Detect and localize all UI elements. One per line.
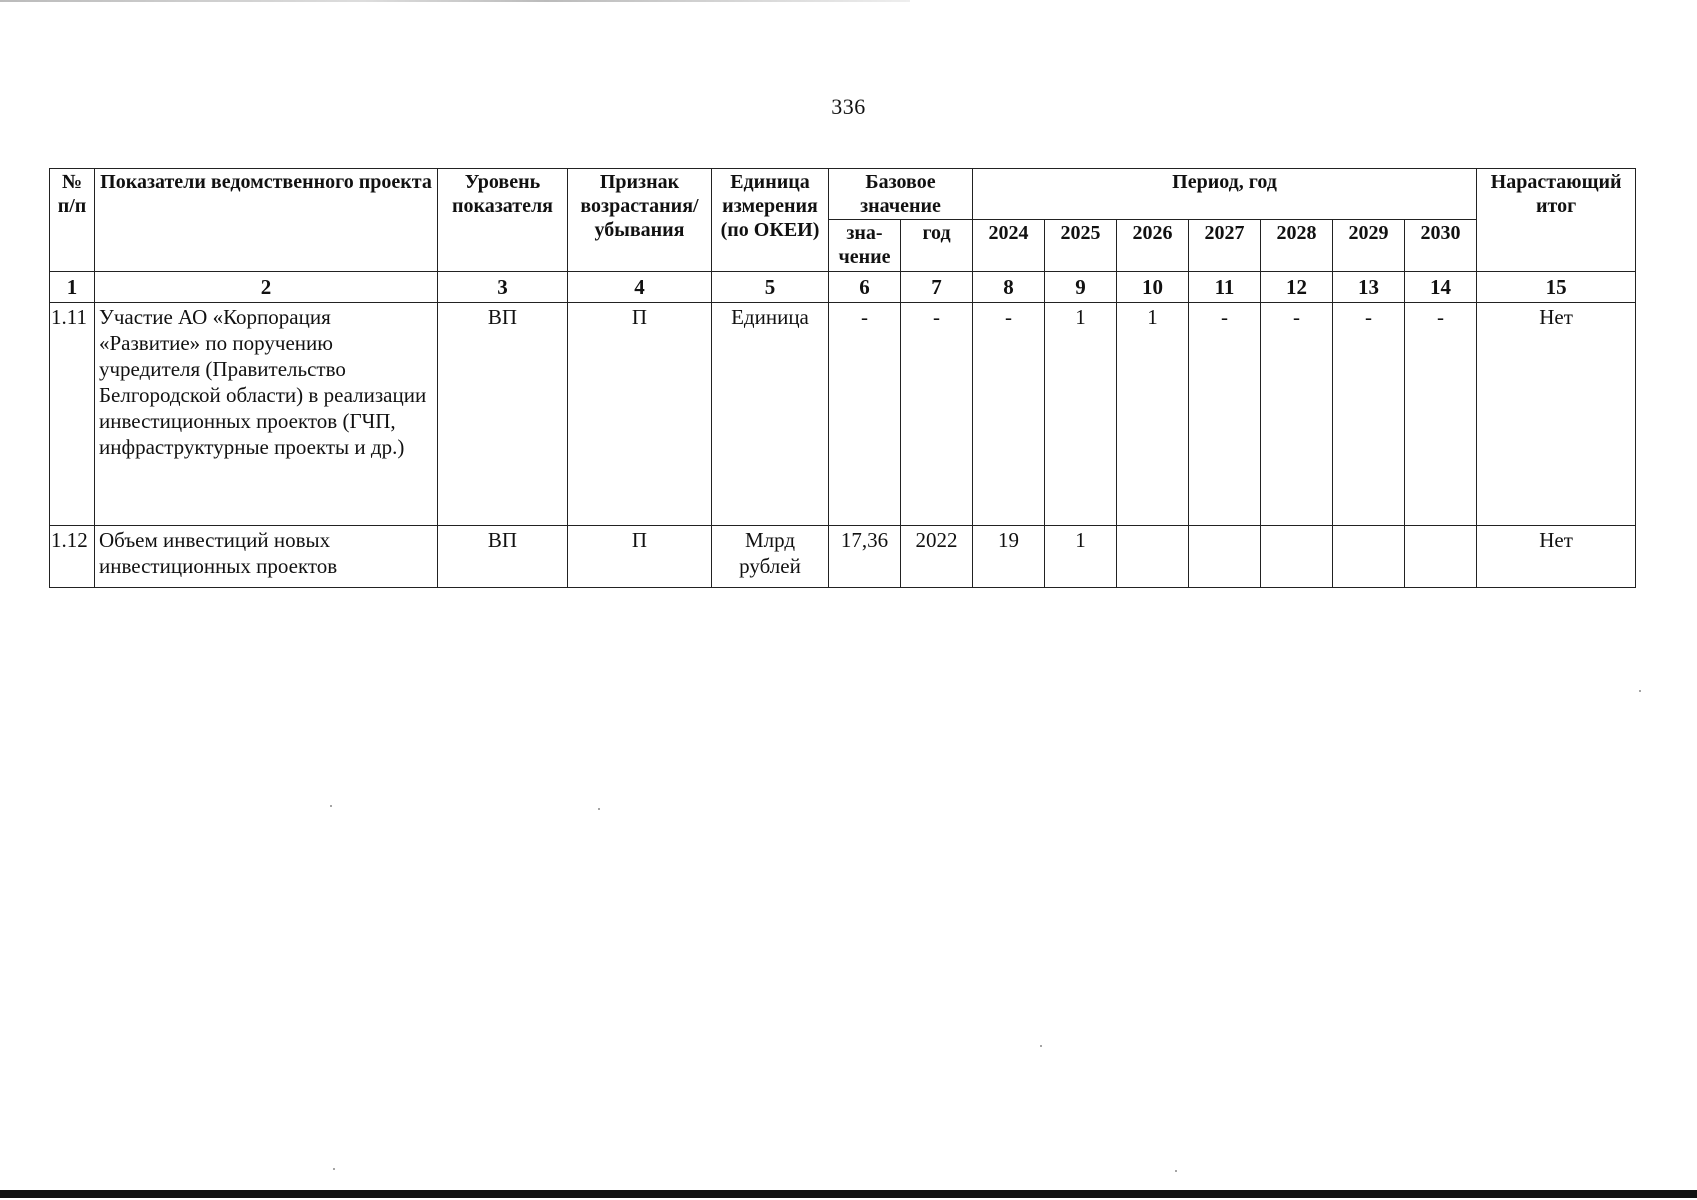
header-row-top bbox=[50, 169, 1636, 220]
value-2027 bbox=[1189, 526, 1261, 588]
scan-artifact-top bbox=[0, 0, 910, 2]
value-2025: 1 bbox=[1045, 303, 1117, 526]
indicator-sign: П bbox=[568, 526, 712, 588]
indicator-sign: П bbox=[568, 303, 712, 526]
scan-speck bbox=[598, 808, 600, 810]
header-year-2028: 2028 bbox=[1261, 220, 1333, 272]
value-2029: - bbox=[1333, 303, 1405, 526]
header-no: № п/п bbox=[50, 169, 95, 272]
header-cumulative: Нарастающий итог bbox=[1477, 169, 1636, 272]
scan-artifact-bottom bbox=[0, 1190, 1697, 1198]
header-indicator: Показатели ведомственного проекта bbox=[95, 169, 438, 272]
value-2028: - bbox=[1261, 303, 1333, 526]
column-number: 13 bbox=[1333, 272, 1405, 303]
column-number: 6 bbox=[829, 272, 901, 303]
column-number: 8 bbox=[973, 272, 1045, 303]
indicator-level: ВП bbox=[438, 526, 568, 588]
header-level: Уровень показателя bbox=[438, 169, 568, 272]
indicators-table bbox=[49, 168, 1636, 588]
page-number: 336 bbox=[831, 94, 866, 119]
column-number: 9 bbox=[1045, 272, 1117, 303]
base-value: - bbox=[829, 303, 901, 526]
scan-speck bbox=[1639, 690, 1641, 692]
value-2026 bbox=[1117, 526, 1189, 588]
value-2025: 1 bbox=[1045, 526, 1117, 588]
header-year-2030: 2030 bbox=[1405, 220, 1477, 272]
value-2030: - bbox=[1405, 303, 1477, 526]
column-number: 15 bbox=[1477, 272, 1636, 303]
base-value: 17,36 bbox=[829, 526, 901, 588]
value-2026: 1 bbox=[1117, 303, 1189, 526]
column-number-row bbox=[50, 272, 1636, 303]
indicator-name: Участие АО «Корпорация «Развитие» по поручению учредителя (Правительство Белгородской области) в реализации инвестиционных проектов (ГЧП, инфраструктурные проекты и др.) bbox=[95, 303, 438, 526]
column-number: 5 bbox=[712, 272, 829, 303]
scan-speck bbox=[330, 805, 332, 807]
column-number: 11 bbox=[1189, 272, 1261, 303]
cumulative-total: Нет bbox=[1477, 303, 1636, 526]
indicator-unit: Млрд рублей bbox=[712, 526, 829, 588]
header-base: Базовое значение bbox=[829, 169, 973, 220]
header-base-year: год bbox=[901, 220, 973, 272]
scan-speck bbox=[333, 1168, 335, 1170]
column-number: 1 bbox=[50, 272, 95, 303]
value-2024: 19 bbox=[973, 526, 1045, 588]
indicator-level: ВП bbox=[438, 303, 568, 526]
table-row bbox=[50, 526, 1636, 588]
column-number: 10 bbox=[1117, 272, 1189, 303]
column-number: 7 bbox=[901, 272, 973, 303]
table-row bbox=[50, 303, 1636, 526]
column-number: 3 bbox=[438, 272, 568, 303]
header-period: Период, год bbox=[973, 169, 1477, 220]
base-year: 2022 bbox=[901, 526, 973, 588]
indicator-unit: Единица bbox=[712, 303, 829, 526]
indicator-name: Объем инвестиций новых инвестиционных проектов bbox=[95, 526, 438, 588]
header-year-2025: 2025 bbox=[1045, 220, 1117, 272]
scan-speck bbox=[1175, 1170, 1177, 1172]
header-base-value: зна-чение bbox=[829, 220, 901, 272]
value-2029 bbox=[1333, 526, 1405, 588]
row-number: 1.11 bbox=[50, 303, 95, 526]
column-number: 2 bbox=[95, 272, 438, 303]
value-2024: - bbox=[973, 303, 1045, 526]
column-number: 4 bbox=[568, 272, 712, 303]
scan-speck bbox=[1040, 1045, 1042, 1047]
header-year-2026: 2026 bbox=[1117, 220, 1189, 272]
value-2027: - bbox=[1189, 303, 1261, 526]
column-number: 14 bbox=[1405, 272, 1477, 303]
header-sign: Признак возрастания/ убывания bbox=[568, 169, 712, 272]
header-year-2027: 2027 bbox=[1189, 220, 1261, 272]
cumulative-total: Нет bbox=[1477, 526, 1636, 588]
base-year: - bbox=[901, 303, 973, 526]
row-number: 1.12 bbox=[50, 526, 95, 588]
column-number: 12 bbox=[1261, 272, 1333, 303]
header-unit: Единица измерения (по ОКЕИ) bbox=[712, 169, 829, 272]
value-2028 bbox=[1261, 526, 1333, 588]
value-2030 bbox=[1405, 526, 1477, 588]
header-year-2029: 2029 bbox=[1333, 220, 1405, 272]
header-year-2024: 2024 bbox=[973, 220, 1045, 272]
